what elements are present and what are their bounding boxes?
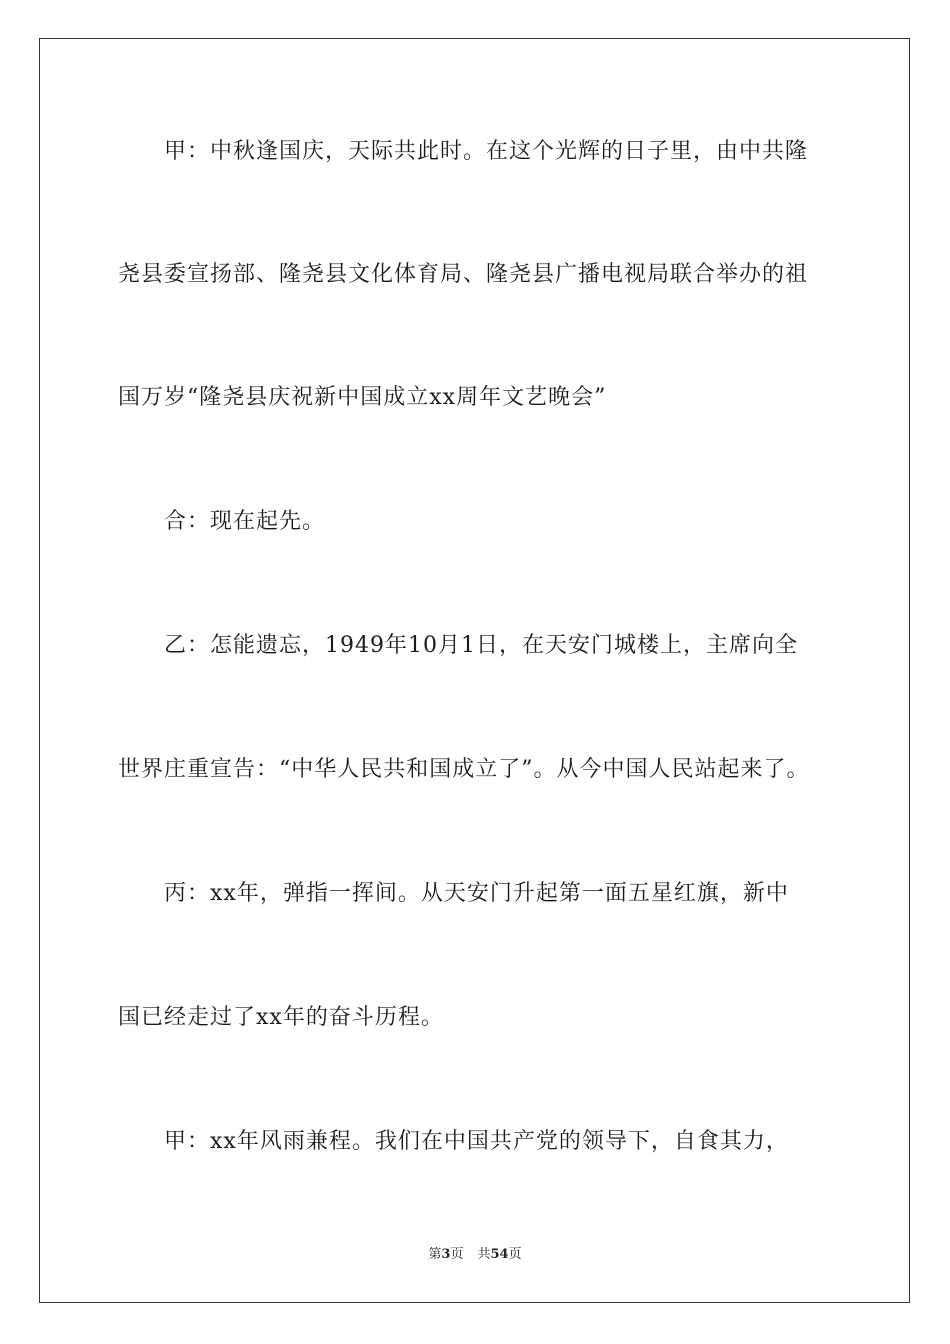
paragraph-line-9: 甲：xx年风雨兼程。我们在中国共产党的领导下，自食其力， xyxy=(164,1129,789,1154)
total-suffix: 页 xyxy=(508,1247,522,1262)
paragraph-line-6: 世界庄重宣告：“中华人民共和国成立了”。从今中国人民站起来了。 xyxy=(118,757,810,782)
page-prefix: 第 xyxy=(428,1247,442,1262)
paragraph-line-2: 尧县委宣扬部、隆尧县文化体育局、隆尧县广播电视局联合举办的祖 xyxy=(118,262,809,287)
paragraph-line-1: 甲：中秋逢国庆，天际共此时。在这个光辉的日子里，由中共隆 xyxy=(164,139,809,164)
paragraph-line-8: 国已经走过了xx年的奋斗历程。 xyxy=(118,1005,444,1030)
paragraph-line-5: 乙：怎能遗忘，1949年10月1日，在天安门城楼上，主席向全 xyxy=(164,633,798,658)
paragraph-line-3: 国万岁“隆尧县庆祝新中国成立xx周年文艺晚会” xyxy=(118,385,607,410)
page-footer xyxy=(0,1246,950,1264)
total-pages: 54 xyxy=(490,1247,509,1262)
page-suffix: 页 xyxy=(450,1247,464,1262)
paragraph-line-4: 合：现在起先。 xyxy=(164,509,326,534)
page-number: 3 xyxy=(441,1247,451,1262)
paragraph-line-7: 丙：xx年，弹指一挥间。从天安门升起第一面五星红旗，新中 xyxy=(164,881,789,906)
page-border xyxy=(39,38,910,1303)
total-prefix: 共 xyxy=(477,1247,491,1262)
